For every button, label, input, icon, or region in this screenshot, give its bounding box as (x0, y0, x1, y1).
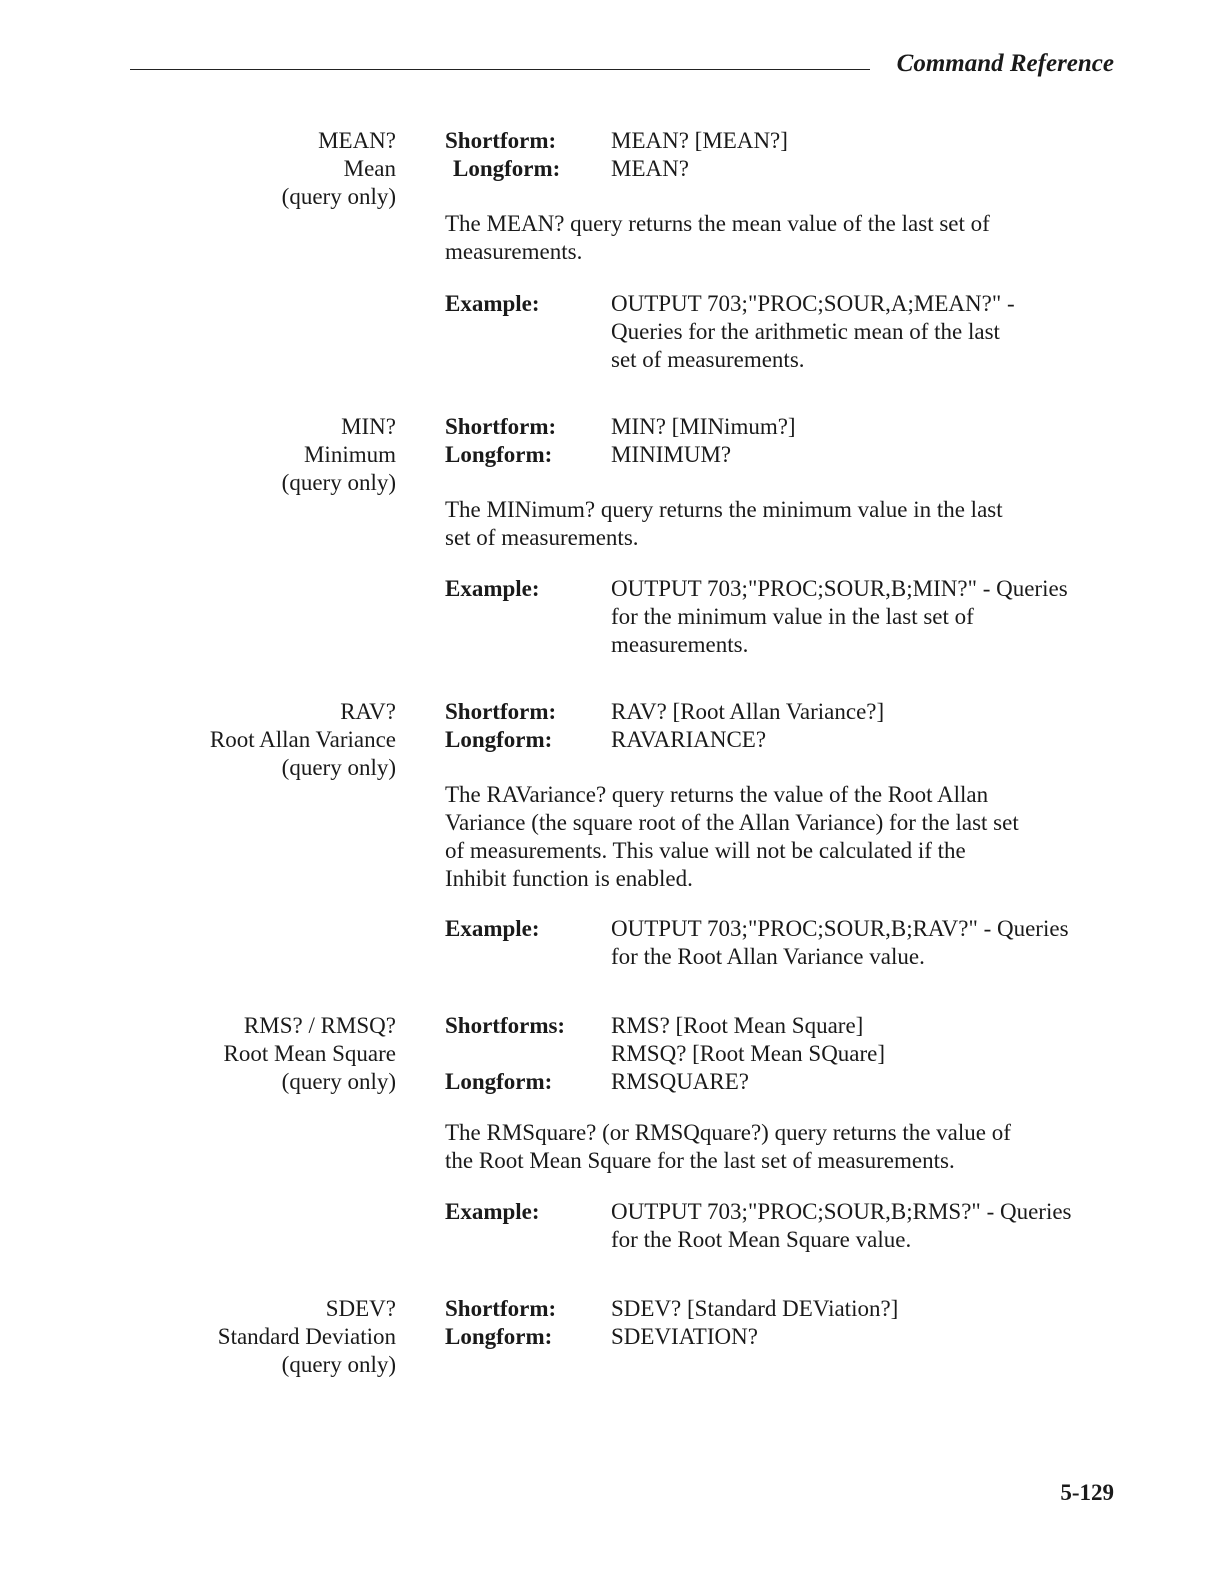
command-description (445, 781, 1125, 893)
example-label: Example: (445, 916, 540, 941)
example-line: for the Root Allan Variance value. (611, 944, 925, 969)
header-rule (130, 69, 870, 70)
longform-value: MEAN? (611, 156, 689, 181)
longform-label: Longform: (445, 1324, 553, 1349)
shortform-value: RMS? [Root Mean Square] (611, 1013, 864, 1038)
longform-value: RAVARIANCE? (611, 727, 767, 752)
example-line: Queries for the arithmetic mean of the last (611, 319, 1000, 344)
command-keyword: MIN? (341, 414, 396, 439)
example-line: for the minimum value in the last set of (611, 604, 974, 629)
shortform-label: Shortform: (445, 414, 557, 439)
shortform-label: Shortform: (445, 699, 557, 724)
description-line: of measurements. This value will not be calculated if the (445, 838, 966, 863)
example-line: set of measurements. (611, 347, 805, 372)
example-line: OUTPUT 703;"PROC;SOUR,B;RMS?" - Queries (611, 1199, 1072, 1224)
example-line: measurements. (611, 632, 749, 657)
command-description (445, 496, 1125, 552)
description-line: Variance (the square root of the Allan Variance) for the last set (445, 810, 1019, 835)
example-label: Example: (445, 1199, 540, 1224)
shortform-label: Shortform: (445, 128, 557, 153)
command-heading (210, 698, 396, 782)
example-line: OUTPUT 703;"PROC;SOUR,B;MIN?" - Queries (611, 576, 1068, 601)
longform-label: Longform: (453, 156, 561, 181)
example-label: Example: (445, 576, 540, 601)
command-name: Minimum (303, 442, 396, 467)
command-keyword: MEAN? (318, 128, 396, 153)
command-heading (282, 127, 396, 211)
command-name: Mean (343, 156, 396, 181)
longform-value: RMSQUARE? (611, 1069, 750, 1094)
page-header-title: Command Reference (896, 50, 1114, 77)
command-note: (query only) (281, 1069, 396, 1094)
command-description (445, 210, 1125, 266)
shortform-value: MIN? [MINimum?] (611, 414, 796, 439)
command-note: (query only) (281, 1352, 396, 1377)
shortform-value: SDEV? [Standard DEViation?] (611, 1296, 899, 1321)
longform-label: Longform: (445, 1069, 553, 1094)
description-line: set of measurements. (445, 525, 639, 550)
command-description (445, 1119, 1125, 1175)
description-line: the Root Mean Square for the last set of measurements. (445, 1148, 955, 1173)
shortform-label: Shortform: (445, 1296, 557, 1321)
shortform-value: RMSQ? [Root Mean SQuare] (611, 1041, 886, 1066)
command-heading (218, 1295, 396, 1379)
example-line: OUTPUT 703;"PROC;SOUR,B;RAV?" - Queries (611, 916, 1069, 941)
description-line: The MEAN? query returns the mean value of the last set of (445, 211, 990, 236)
command-heading (224, 1012, 396, 1096)
command-name: Root Allan Variance (209, 727, 396, 752)
command-name: Root Mean Square (223, 1041, 396, 1066)
command-keyword: RMS? / RMSQ? (243, 1013, 396, 1038)
command-note: (query only) (281, 755, 396, 780)
command-keyword: SDEV? (325, 1296, 396, 1321)
page-number: 5-129 (1060, 1480, 1114, 1505)
shortforms-label: Shortforms: (445, 1013, 566, 1038)
example-line: OUTPUT 703;"PROC;SOUR,A;MEAN?" - (611, 291, 1015, 316)
longform-value: MINIMUM? (611, 442, 732, 467)
command-note: (query only) (281, 470, 396, 495)
longform-label: Longform: (445, 442, 553, 467)
shortform-value: MEAN? [MEAN?] (611, 128, 788, 153)
description-line: The RAVariance? query returns the value of the Root Allan (445, 782, 989, 807)
shortform-value: RAV? [Root Allan Variance?] (611, 699, 885, 724)
command-heading (282, 413, 396, 497)
command-name: Standard Deviation (217, 1324, 396, 1349)
command-keyword: RAV? (340, 699, 396, 724)
description-line: The MINimum? query returns the minimum value in the last (445, 497, 1003, 522)
longform-value: SDEVIATION? (611, 1324, 758, 1349)
example-label: Example: (445, 291, 540, 316)
longform-label: Longform: (445, 727, 553, 752)
description-line: measurements. (445, 239, 583, 264)
description-line: Inhibit function is enabled. (445, 866, 693, 891)
command-note: (query only) (281, 184, 396, 209)
description-line: The RMSquare? (or RMSQquare?) query returns the value of (445, 1120, 1011, 1145)
example-line: for the Root Mean Square value. (611, 1227, 912, 1252)
